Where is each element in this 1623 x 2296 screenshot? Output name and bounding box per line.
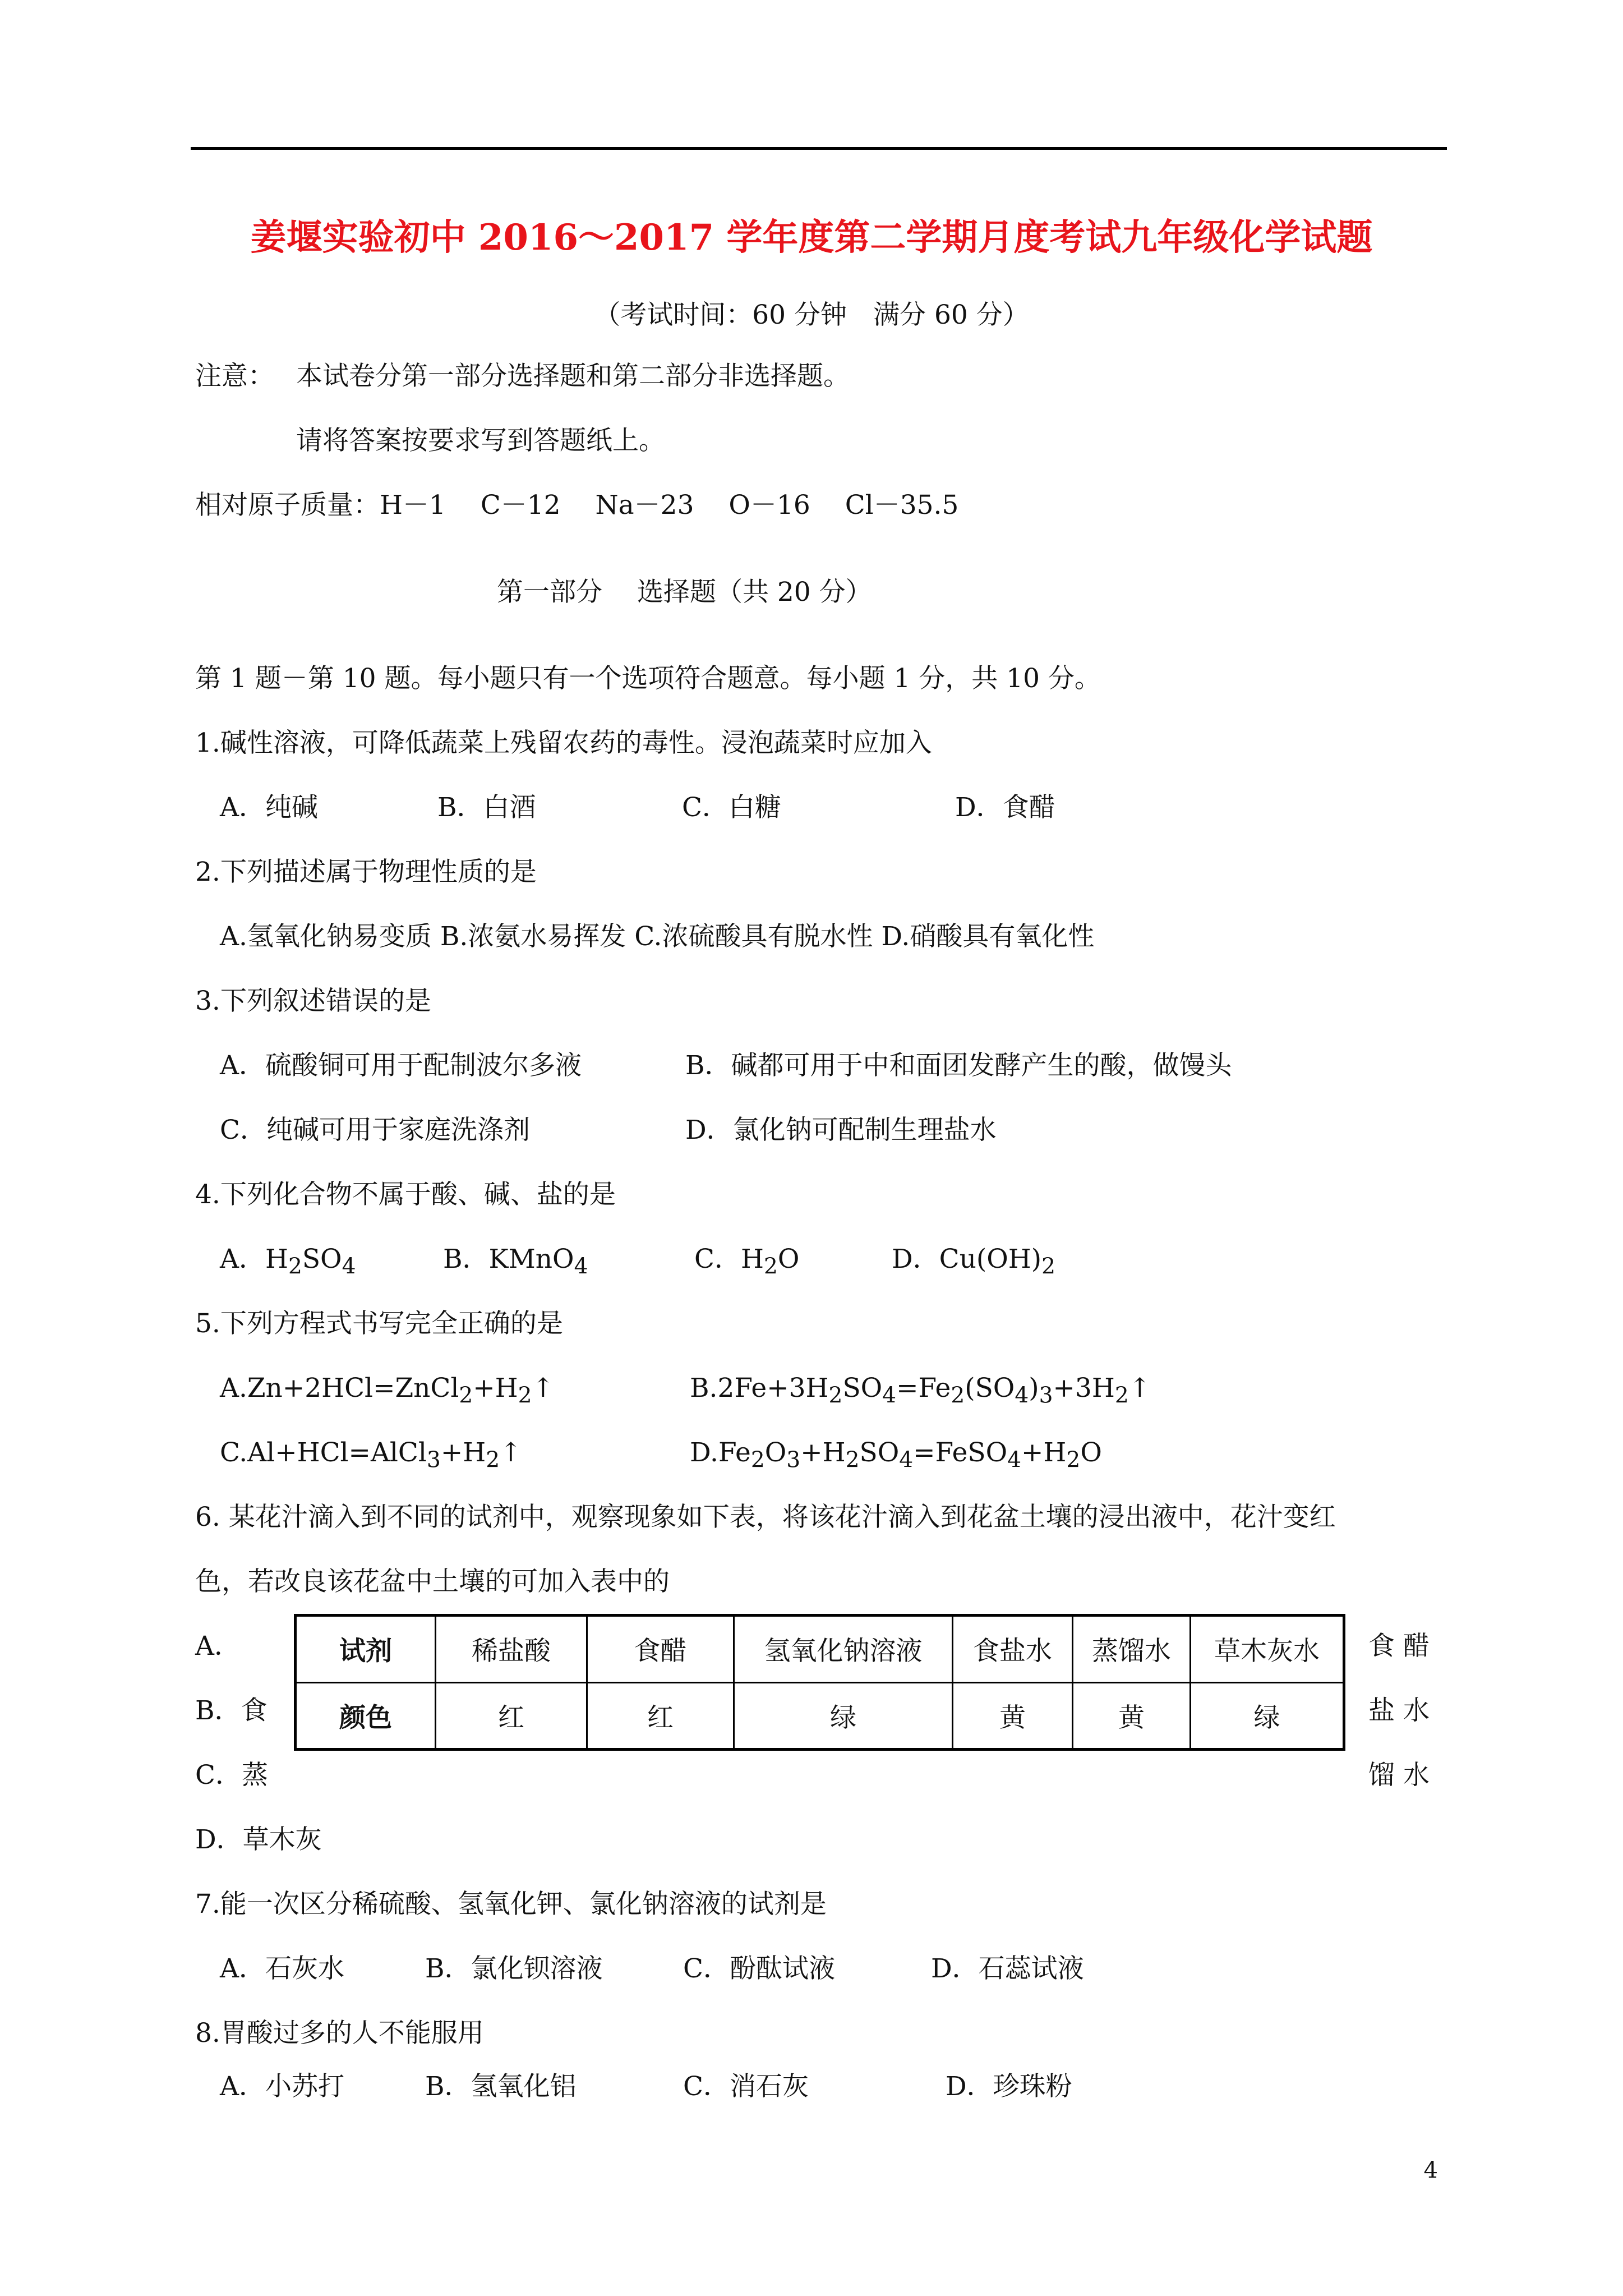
q5-option-a: $A.Zn+2HCl=ZnCl_2+H_2↑$ — [220, 1373, 554, 1409]
atomic-mass-line: 相对原子质量：H－1 C－12 Na－23 O－16 Cl－35.5 — [195, 490, 959, 521]
q2-stem: 2.下列描述属于物理性质的是 — [195, 857, 537, 887]
q1-option-b: B．白酒 — [437, 792, 536, 823]
q3-option-d: D．氯化钠可配制生理盐水 — [685, 1115, 997, 1145]
q6-option-a-right: 食 醋 — [1368, 1631, 1430, 1662]
exam-subtitle: （考试时间：60 分钟 满分 60 分） — [594, 300, 1029, 330]
table-cell: 绿 — [1191, 1682, 1344, 1750]
q6-option-c-right: 馏 水 — [1368, 1760, 1430, 1791]
q7-option-c: C．酚酞试液 — [683, 1953, 835, 1984]
q6-stem-line-2: 色，若改良该花盆中土壤的可加入表中的 — [195, 1566, 670, 1597]
q2-options: A.氢氧化钠易变质 B.浓氨水易挥发 C.浓硫酸具有脱水性 D.硝酸具有氧化性 — [220, 921, 1095, 952]
header-rule — [191, 147, 1447, 150]
q3-stem: 3.下列叙述错误的是 — [195, 986, 431, 1016]
q7-stem: 7.能一次区分稀硫酸、氢氧化钾、氯化钠溶液的试剂是 — [195, 1889, 827, 1920]
q4-option-d: D．$Cu(OH)_2$ — [892, 1244, 1056, 1280]
note-line-2: 请将答案按要求写到答题纸上。 — [296, 425, 665, 456]
q6-option-b-right: 盐 水 — [1368, 1695, 1430, 1726]
table-row — [296, 1616, 1344, 1683]
note-line-1: 本试卷分第一部分选择题和第二部分非选择题。 — [296, 361, 850, 392]
table-cell: 稀盐酸 — [436, 1616, 587, 1683]
q6-option-c-left: C．蒸 — [195, 1760, 268, 1791]
q3-option-b: B．碱都可用于中和面团发酵产生的酸，做馒头 — [685, 1050, 1232, 1081]
q6-stem-line-1: 6. 某花汁滴入到不同的试剂中，观察现象如下表，将该花汁滴入到花盆土壤的浸出液中，花汁变红 — [195, 1502, 1336, 1533]
q6-reagent-table — [294, 1614, 1345, 1751]
q4-option-b: B．KMnO$_4$ — [443, 1244, 588, 1280]
q3-option-c: C．纯碱可用于家庭洗涤剂 — [220, 1115, 530, 1145]
q5-stem: 5.下列方程式书写完全正确的是 — [195, 1308, 563, 1339]
q1-option-a: A．纯碱 — [220, 792, 318, 823]
page-number: 4 — [1423, 2157, 1438, 2183]
table-cell: 绿 — [734, 1682, 953, 1750]
q5-option-d: $D.Fe_2O_3+H_2SO_4=FeSO_4+H_2O$ — [690, 1437, 1102, 1473]
note-label: 注意： — [195, 361, 274, 392]
exam-title: 姜堰实验初中 2016～2017 学年度第二学期月度考试九年级化学试题 — [250, 217, 1373, 259]
section-instructions: 第 1 题－第 10 题。每小题只有一个选项符合题意。每小题 1 分，共 10 分。 — [195, 663, 1101, 694]
section-title: 第一部分 选择题（共 20 分） — [497, 577, 872, 608]
table-cell: 红 — [587, 1682, 734, 1750]
table-cell: 黄 — [1073, 1682, 1191, 1750]
q7-option-b: B．氯化钡溶液 — [425, 1953, 603, 1984]
table-cell: 黄 — [953, 1682, 1073, 1750]
q4-option-c: C．$H_2O$ — [694, 1244, 800, 1280]
q8-option-b: B．氢氧化铝 — [425, 2071, 577, 2102]
table-cell: 食醋 — [587, 1616, 734, 1683]
table-cell: 食盐水 — [953, 1616, 1073, 1683]
q3-option-a: A．硫酸铜可用于配制波尔多液 — [220, 1050, 582, 1081]
table-header-reagent: 试剂 — [296, 1616, 436, 1683]
table-cell: 氢氧化钠溶液 — [734, 1616, 953, 1683]
q6-option-b-left: B．食 — [195, 1695, 268, 1726]
q6-option-a-left: A． — [195, 1631, 241, 1662]
q7-option-d: D．石蕊试液 — [931, 1953, 1084, 1984]
q4-option-a: A．$H_2SO_4$ — [220, 1244, 356, 1280]
q1-option-d: D．食醋 — [955, 792, 1055, 823]
table-cell: 红 — [436, 1682, 587, 1750]
q5-option-b: $B.2Fe+3H_2SO_4=Fe_2(SO_4)_3+3H_2↑$ — [690, 1373, 1151, 1409]
q8-option-c: C．消石灰 — [683, 2071, 809, 2102]
q8-option-a: A．小苏打 — [220, 2071, 344, 2102]
q7-option-a: A．石灰水 — [220, 1953, 344, 1984]
q8-stem: 8.胃酸过多的人不能服用 — [195, 2018, 484, 2049]
table-cell: 蒸馏水 — [1073, 1616, 1191, 1683]
q1-stem: 1.碱性溶液，可降低蔬菜上残留农药的毒性。浸泡蔬菜时应加入 — [195, 728, 932, 758]
q8-option-d: D．珍珠粉 — [946, 2071, 1072, 2102]
table-cell: 草木灰水 — [1191, 1616, 1344, 1683]
q5-option-c: $C.Al+HCl=AlCl_3+H_2↑$ — [220, 1437, 522, 1473]
q4-stem: 4.下列化合物不属于酸、碱、盐的是 — [195, 1179, 616, 1210]
table-row — [296, 1682, 1344, 1750]
q6-option-d: D．草木灰 — [195, 1824, 322, 1855]
q1-option-c: C．白糖 — [682, 792, 781, 823]
table-header-color: 颜色 — [296, 1682, 436, 1750]
